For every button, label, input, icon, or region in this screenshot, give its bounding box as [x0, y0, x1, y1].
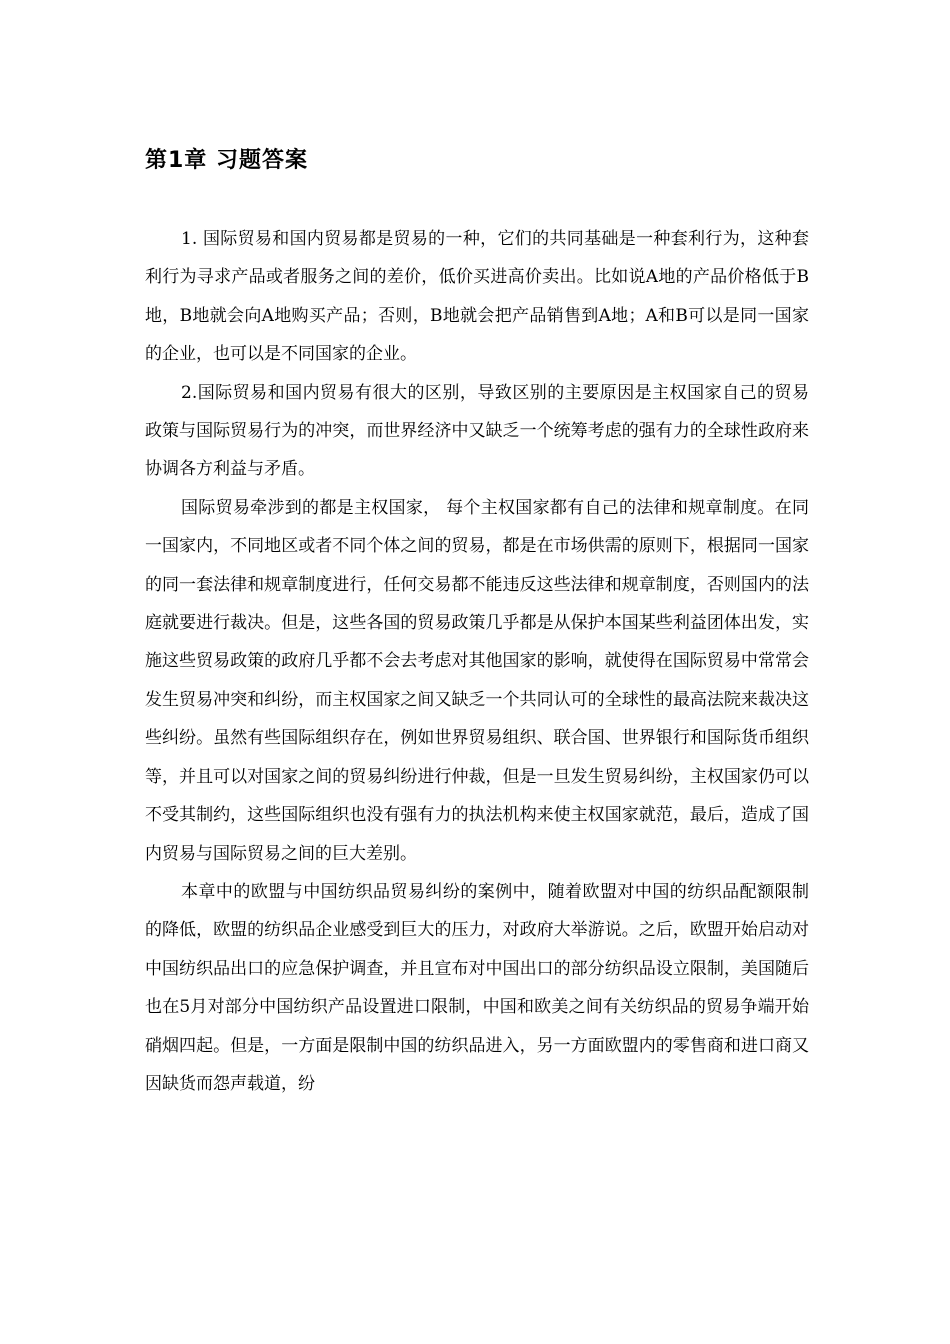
paragraph-eu-china-textile-case: 本章中的欧盟与中国纺织品贸易纠纷的案例中，随着欧盟对中国的纺织品配额限制的降低，欧盟的纺织品企业感受到巨大的压力，对政府大举游说。之后，欧盟开始启动对中国纺织品出口的应急保护调查，并且宣布对中国出口的部分纺织品设立限制，美国随后也在5月对部分中国纺织产品设置进口限制，中国和欧美之间有关纺织品的贸易争端开始硝烟四起。但是，一方面是限制中国的纺织品进入，另一方面欧盟内的零售商和进口商又因缺货而怨声载道，纷	[145, 881, 809, 1094]
paragraph-answer-1: 1. 国际贸易和国内贸易都是贸易的一种，它们的共同基础是一种套利行为，这种套利行为寻求产品或者服务之间的差价，低价买进高价卖出。比如说A地的产品价格低于B地，B地就会向A地购买产品；否则，B地就会把产品销售到A地；A和B可以是同一国家的企业，也可以是不同国家的企业。	[145, 229, 809, 365]
paragraph-answer-2: 2.国际贸易和国内贸易有很大的区别，导致区别的主要原因是主权国家自己的贸易政策与国际贸易行为的冲突，而世界经济中又缺乏一个统筹考虑的强有力的全球性政府来协调各方利益与矛盾。	[145, 382, 809, 480]
chapter-title: 第1章 习题答案	[145, 148, 308, 173]
paragraph-sovereign-states: 国际贸易牵涉到的都是主权国家， 每个主权国家都有自己的法律和规章制度。在同一国家内，不同地区或者不同个体之间的贸易，都是在市场供需的原则下，根据同一国家的同一套法律和规章制度进行，任何交易都不能违反这些法律和规章制度，否则国内的法庭就要进行裁决。但是，这些各国的贸易政策几乎都是从保护本国某些利益团体出发，实施这些贸易政策的政府几乎都不会去考虑对其他国家的影响，就使得在国际贸易中常常会发生贸易冲突和纠纷，而主权国家之间又缺乏一个共同认可的全球性的最高法院来裁决这些纠纷。虽然有些国际组织存在，例如世界贸易组织、联合国、世界银行和国际货币组织等，并且可以对国家之间的贸易纠纷进行仲裁，但是一旦发生贸易纠纷，主权国家仍可以不受其制约，这些国际组织也没有强有力的执法机构来使主权国家就范，最后，造成了国内贸易与国际贸易之间的巨大差别。	[145, 497, 809, 864]
document-body	[145, 220, 809, 1103]
